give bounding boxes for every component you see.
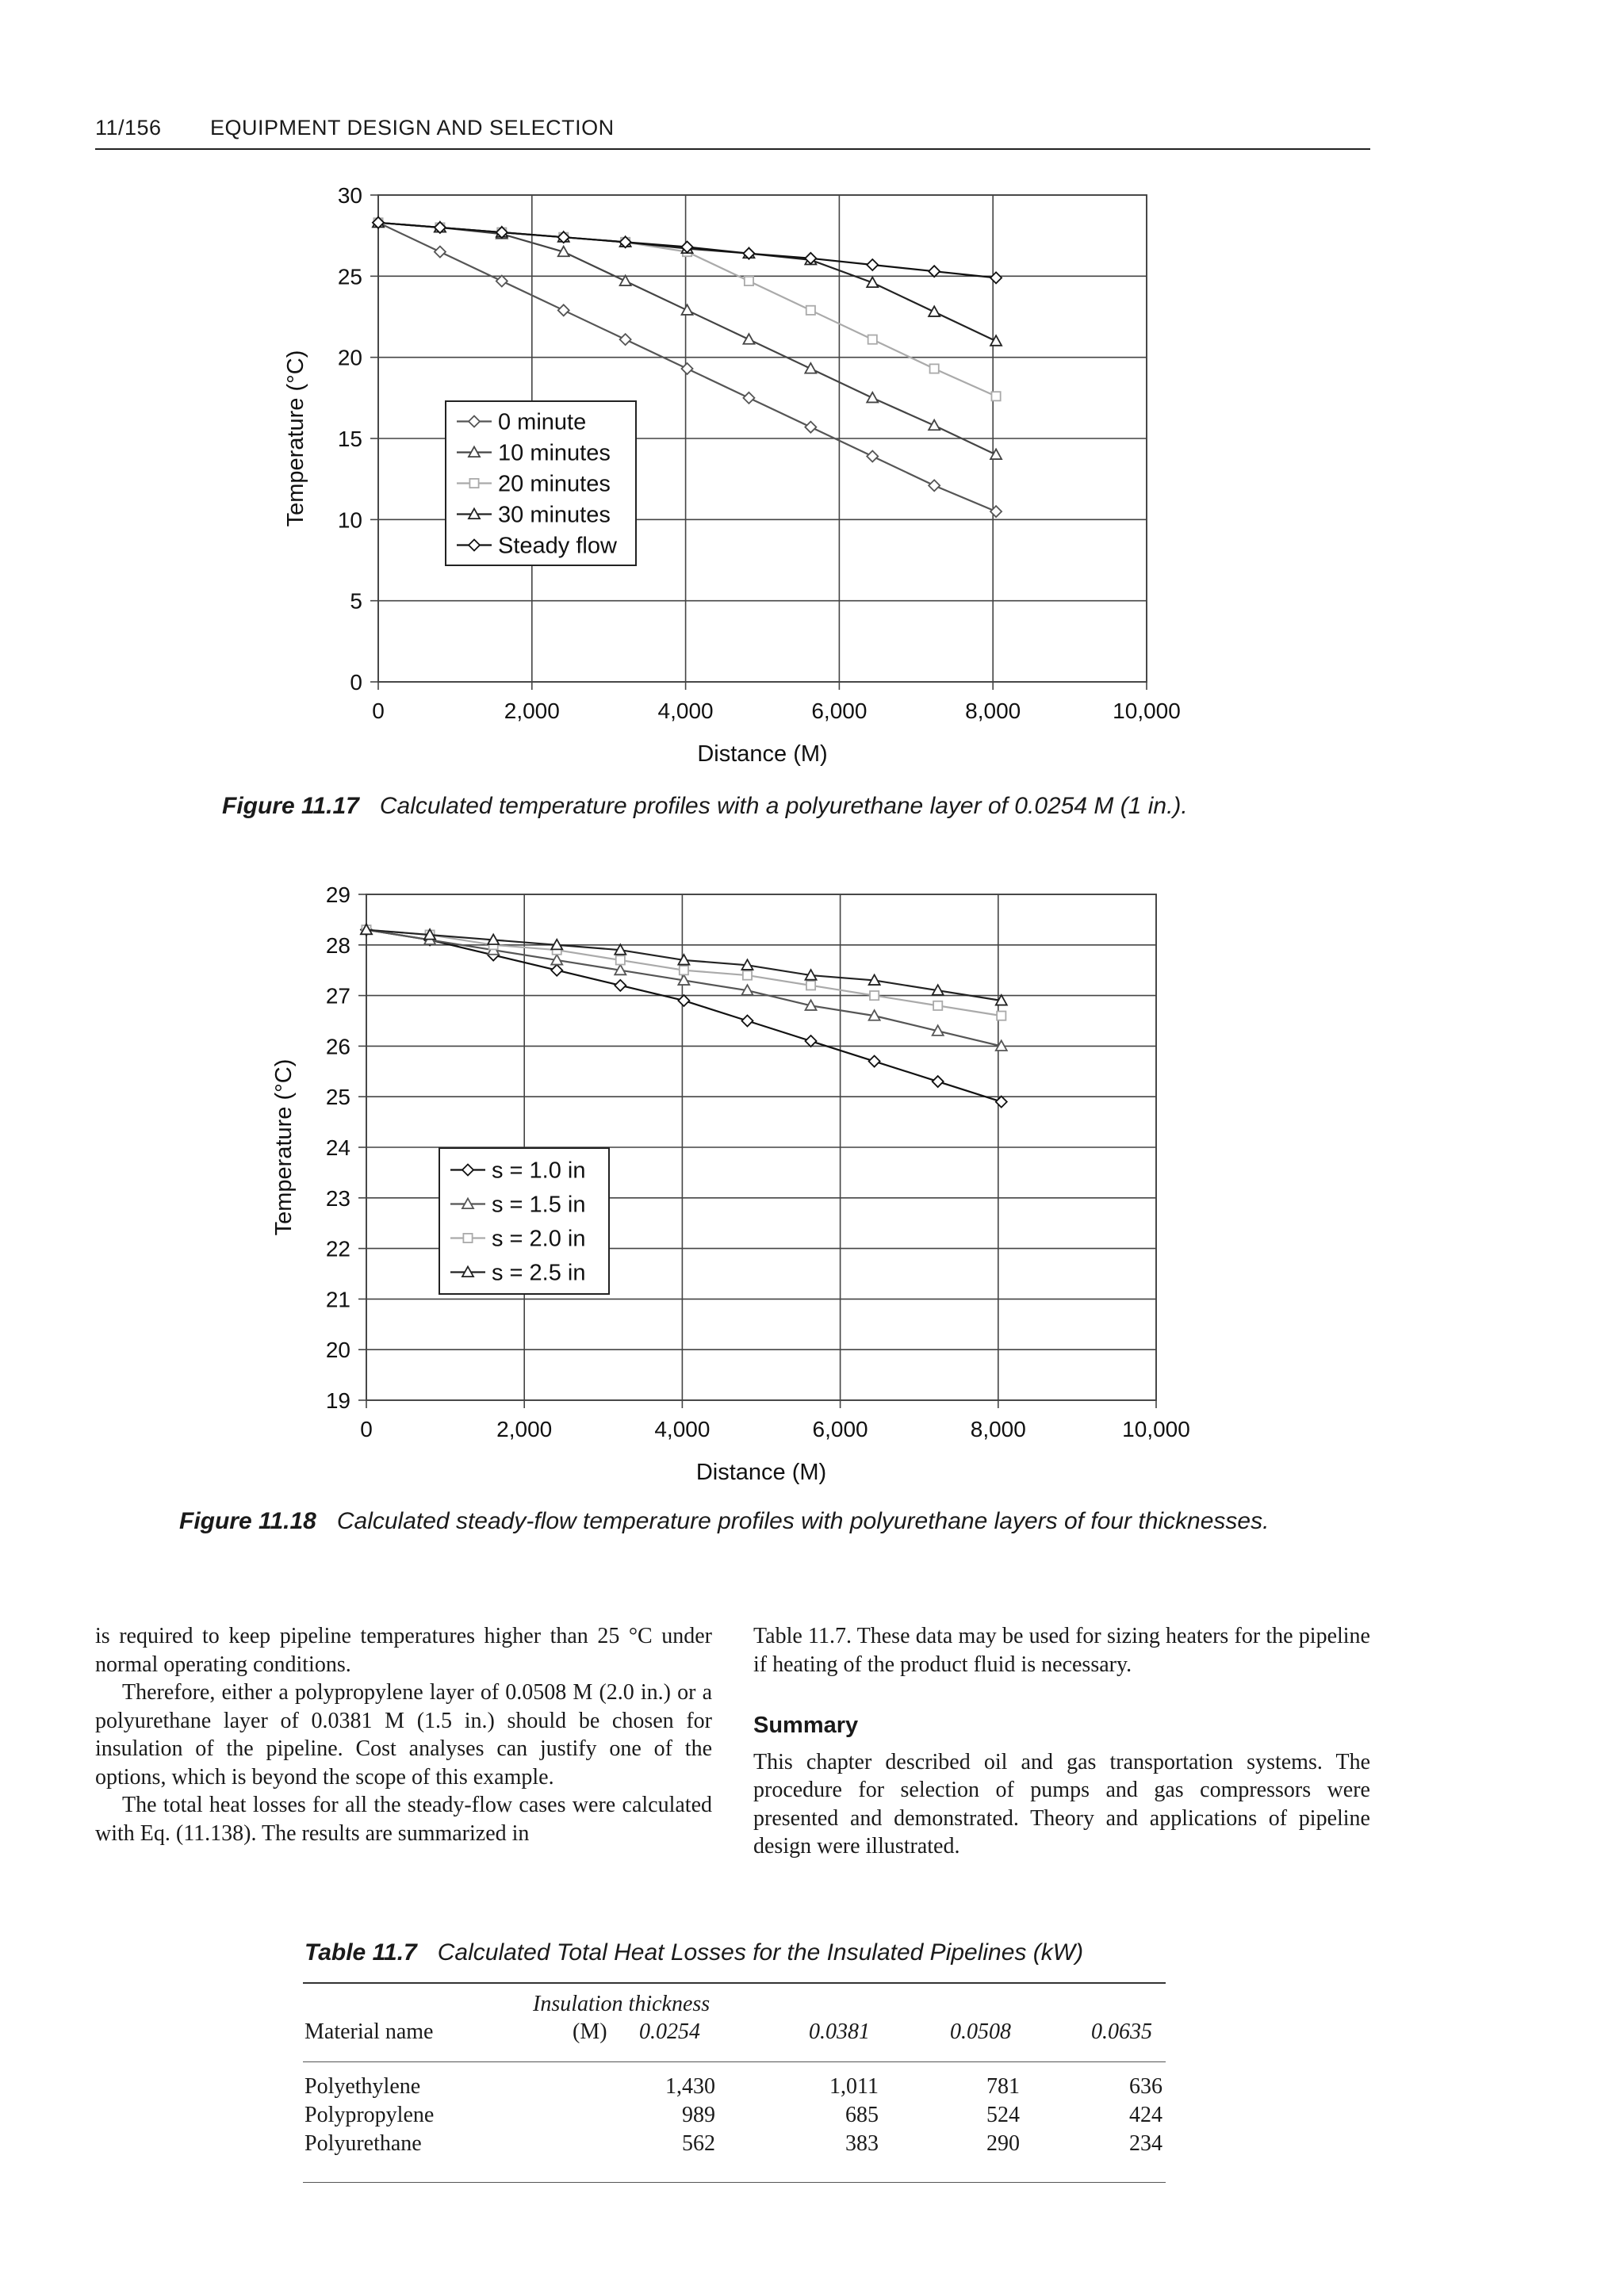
table-col-header-0-0381: 0.0381 <box>809 2019 870 2044</box>
body-paragraph: Therefore, either a polypropylene layer of 0.0508 M (2.0 in.) or a polyurethane layer of 0.0381 M (1.5 in.) should be chosen for insulation of the pipeline. Cost analyses can justify one of the options, which is beyond the scope of this example. <box>95 1680 712 1790</box>
x-tick-label: 2,000 <box>496 1417 553 1441</box>
table-top-rule <box>303 1982 1166 1984</box>
figure-11-18-caption-text: Calculated steady-flow temperature profiles with polyurethane layers of four thicknesses. <box>336 1508 1270 1534</box>
table-cell-material: Polyethylene <box>304 2074 421 2099</box>
data-point <box>616 955 625 964</box>
table-cell-value: 989 <box>682 2103 715 2127</box>
x-tick-label: 6,000 <box>811 699 868 723</box>
data-point <box>868 335 877 344</box>
table-row <box>303 2103 1166 2131</box>
x-tick-label: 2,000 <box>504 699 560 723</box>
table-cell-value: 562 <box>682 2131 715 2156</box>
table-col-header-0-0254: 0.0254 <box>639 2019 700 2044</box>
data-point <box>997 1012 1005 1020</box>
table-cell-value: 685 <box>845 2103 879 2127</box>
figure-11-17-label: Figure 11.17 <box>222 793 359 819</box>
data-point <box>933 1001 942 1010</box>
table-11-7-caption-text: Calculated Total Heat Losses for the Insulated Pipelines (kW) <box>437 1939 1084 1966</box>
legend-label: s = 2.0 in <box>492 1226 586 1252</box>
table-cell-material: Polypropylene <box>304 2103 435 2127</box>
y-tick-label: 28 <box>325 932 350 958</box>
figure-11-18-caption <box>179 1508 1269 1535</box>
x-tick-label: 4,000 <box>654 1417 710 1441</box>
y-tick-label: 21 <box>325 1287 350 1312</box>
x-tick-label: 0 <box>360 1417 373 1441</box>
figure-11-18-label: Figure 11.18 <box>179 1508 316 1534</box>
body-paragraph: is required to keep pipeline temperatures higher than 25 °C under normal operating conditions. <box>95 1624 712 1677</box>
y-tick-label: 24 <box>325 1135 350 1160</box>
y-tick-label: 20 <box>325 1338 350 1363</box>
table-11-7-caption <box>304 1939 1083 1966</box>
y-tick-label: 30 <box>337 183 362 208</box>
table-cell-value: 524 <box>986 2103 1020 2127</box>
legend-marker <box>463 1234 472 1242</box>
table-cell-value: 781 <box>986 2074 1020 2099</box>
data-point <box>680 966 688 974</box>
y-tick-label: 5 <box>350 588 362 614</box>
body-paragraph: This chapter described oil and gas transportation systems. The procedure for selection of pumps and gas compressors were presented and demonstrated. Theory and applications of pipeline design were illustrated. <box>753 1749 1370 1859</box>
x-tick-label: 8,000 <box>970 1417 1026 1441</box>
x-axis-label: Distance (M) <box>695 1460 827 1485</box>
table-cell-value: 1,430 <box>665 2074 715 2099</box>
table-cell-value: 424 <box>1129 2103 1162 2127</box>
y-tick-label: 26 <box>325 1034 350 1059</box>
legend-label: s = 1.0 in <box>492 1158 586 1184</box>
table-cell-value: 290 <box>986 2131 1020 2156</box>
y-tick-label: 10 <box>337 507 362 533</box>
table-11-7-label: Table 11.7 <box>304 1939 417 1966</box>
y-tick-label: 25 <box>337 264 362 289</box>
body-paragraph: Table 11.7. These data may be used for sizing heaters for the pipeline if heating of the product fluid is necessary. <box>753 1624 1370 1677</box>
y-tick-label: 22 <box>325 1236 350 1261</box>
x-axis-label: Distance (M) <box>697 741 828 767</box>
table-cell-value: 1,011 <box>829 2074 879 2099</box>
figure-11-17-chart <box>0 0 1624 809</box>
data-point <box>745 277 753 285</box>
table-cell-value: 383 <box>845 2131 879 2156</box>
x-tick-label: 10,000 <box>1113 699 1181 723</box>
y-axis-label: Temperature (°C) <box>283 350 308 527</box>
y-tick-label: 20 <box>337 345 362 370</box>
data-point <box>806 981 815 990</box>
x-tick-label: 4,000 <box>657 699 714 723</box>
table-row <box>303 2074 1166 2103</box>
body-right-column <box>753 1622 1370 1861</box>
legend-label: s = 2.5 in <box>492 1260 586 1286</box>
y-tick-label: 29 <box>325 882 350 907</box>
y-tick-label: 23 <box>325 1185 350 1211</box>
summary-heading: Summary <box>753 1713 859 1738</box>
table-col-header-0-0635: 0.0635 <box>1091 2019 1152 2044</box>
page-number: 11/156 <box>95 116 162 140</box>
table-cell-value: 234 <box>1129 2131 1162 2156</box>
body-paragraph: The total heat losses for all the steady-flow cases were calculated with Eq. (11.138). The results are summarized in <box>95 1793 712 1846</box>
y-tick-label: 27 <box>325 983 350 1009</box>
figure-11-17-caption <box>222 793 1188 820</box>
table-body <box>303 2074 1166 2160</box>
y-tick-label: 19 <box>325 1388 350 1413</box>
data-point <box>870 991 879 1000</box>
table-cell-material: Polyurethane <box>304 2131 422 2156</box>
legend-label: Steady flow <box>498 533 617 559</box>
legend-label: 10 minutes <box>498 440 611 466</box>
x-tick-label: 0 <box>372 699 385 723</box>
data-point <box>930 364 939 373</box>
table-row <box>303 2131 1166 2160</box>
legend-label: 20 minutes <box>498 471 611 497</box>
figure-11-17-caption-text: Calculated temperature profiles with a polyurethane layer of 0.0254 M (1 in.). <box>379 793 1188 819</box>
body-left-column <box>95 1622 712 1847</box>
data-point <box>743 970 752 979</box>
legend-label: 0 minute <box>498 409 587 435</box>
data-point <box>806 306 815 315</box>
y-axis-label: Temperature (°C) <box>271 1058 297 1236</box>
legend-label: 30 minutes <box>498 502 611 528</box>
running-header-title: EQUIPMENT DESIGN AND SELECTION <box>210 116 615 140</box>
table-col-header-unit: (M) <box>573 2019 607 2044</box>
table-cell-value: 636 <box>1129 2074 1162 2099</box>
figure-11-18-chart <box>0 856 1624 1491</box>
table-col-header-0-0508: 0.0508 <box>950 2019 1011 2044</box>
x-tick-label: 10,000 <box>1122 1417 1190 1441</box>
x-tick-label: 6,000 <box>812 1417 868 1441</box>
table-bottom-rule <box>303 2182 1166 2183</box>
y-tick-label: 0 <box>350 670 362 695</box>
table-header-group: Insulation thickness <box>533 1992 710 2016</box>
legend-marker <box>469 479 478 488</box>
table-header-rule <box>303 2061 1166 2062</box>
y-tick-label: 25 <box>325 1085 350 1110</box>
table-col-header-material: Material name <box>304 2019 434 2044</box>
legend-label: s = 1.5 in <box>492 1192 586 1218</box>
y-tick-label: 15 <box>337 427 362 451</box>
x-tick-label: 8,000 <box>965 699 1021 723</box>
data-point <box>991 392 1000 400</box>
